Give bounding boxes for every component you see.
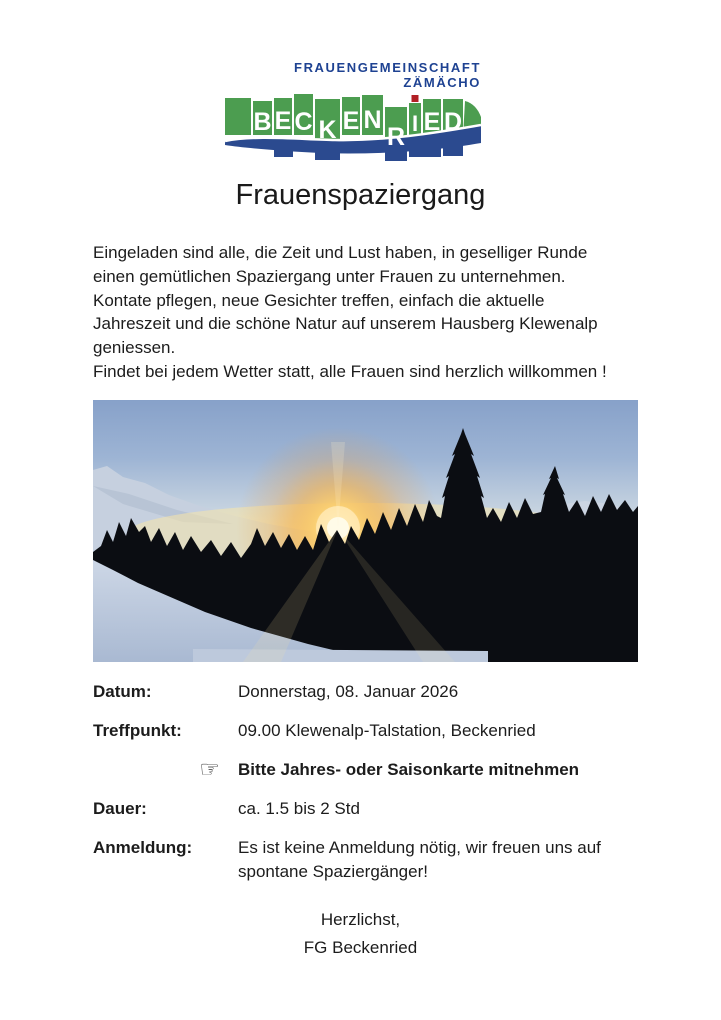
intro-paragraph xyxy=(93,241,653,384)
detail-value: 09.00 Klewenalp-Talstation, Beckenried xyxy=(238,721,536,740)
closing-signature xyxy=(0,906,721,961)
svg-text:E: E xyxy=(274,107,292,135)
logo xyxy=(225,60,481,163)
page-title: Frauenspaziergang xyxy=(235,179,486,211)
logo-red-dot xyxy=(412,95,419,102)
detail-value: Donnerstag, 08. Januar 2026 xyxy=(238,682,459,701)
closing-line: Herzlichst, xyxy=(320,910,401,929)
detail-label: Datum: xyxy=(93,682,152,701)
svg-text:R: R xyxy=(386,123,406,151)
detail-label: Anmeldung: xyxy=(93,838,193,857)
event-details xyxy=(93,680,663,899)
intro-line: Eingeladen sind alle, die Zeit und Lust haben, in geselliger Runde xyxy=(93,243,588,262)
detail-value: Bitte Jahres- oder Saisonkarte mitnehmen xyxy=(238,760,580,779)
svg-text:D: D xyxy=(443,108,463,136)
intro-line: geniessen. xyxy=(93,338,176,358)
detail-row-hinweis xyxy=(93,758,663,782)
svg-text:E: E xyxy=(342,107,360,135)
detail-row-datum xyxy=(93,680,663,704)
detail-row-dauer xyxy=(93,797,663,821)
sunset-photo xyxy=(93,400,638,662)
detail-label: Dauer: xyxy=(93,799,147,818)
detail-row-treffpunkt xyxy=(93,719,663,743)
closing-line: FG Beckenried xyxy=(303,937,418,957)
logo-org-subname: ZÄMÄCHO xyxy=(403,75,481,90)
detail-value: Es ist keine Anmeldung nötig, wir freuen uns auf spontane Spaziergänger! xyxy=(238,838,601,881)
detail-row-anmeldung xyxy=(93,836,663,884)
intro-line: einen gemütlichen Spaziergang unter Frauen zu unternehmen. xyxy=(93,266,566,286)
intro-line: Jahreszeit und die schöne Natur auf unserem Hausberg Klewenalp xyxy=(93,314,598,334)
logo-org-name: FRAUENGEMEINSCHAFT xyxy=(294,60,481,75)
svg-text:E: E xyxy=(423,108,441,136)
detail-value: ca. 1.5 bis 2 Std xyxy=(238,799,360,818)
intro-line: Kontate pflegen, neue Gesichter treffen, einfach die aktuelle xyxy=(93,290,545,310)
svg-text:K: K xyxy=(318,116,337,144)
svg-text:I: I xyxy=(411,111,419,136)
detail-label: Treffpunkt: xyxy=(93,721,182,740)
svg-text:C: C xyxy=(294,108,313,136)
intro-line: Findet bei jedem Wetter statt, alle Frauen sind herzlich willkommen ! xyxy=(93,361,607,381)
pointing-hand-icon: ☞ xyxy=(199,756,220,782)
beckenried-wordmark-icon xyxy=(225,93,481,163)
svg-text:B: B xyxy=(253,108,272,136)
svg-text:N: N xyxy=(363,106,382,134)
